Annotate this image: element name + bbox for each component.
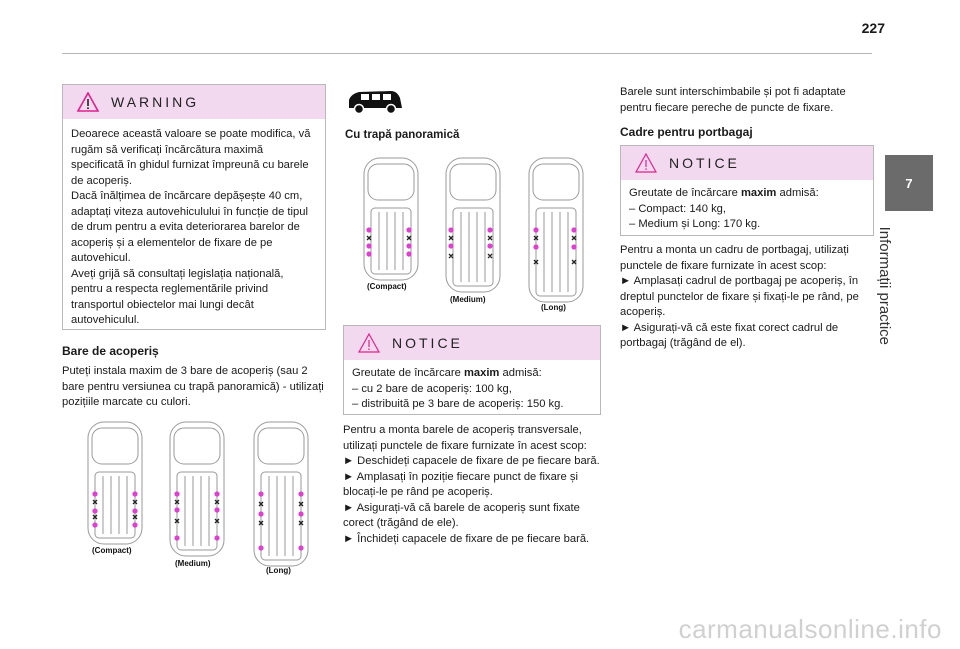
variant-label-compact-panoramic: (Compact) (367, 282, 407, 291)
roof-bars-heading: Bare de acoperiș (62, 344, 159, 358)
fit-rack-step-1: ► Amplasați cadrul de portbagaj pe acoperiș, în dreptul punctelor de fixare și fixați-le pe rând, pe acoperiș. (620, 275, 859, 318)
fit-bars-intro: Pentru a monta barele de acoperiș transversale, utilizați punctele de fixare furnizate în acest scop: (343, 424, 587, 452)
fit-bars-step-1: ► Deschideți capacele de fixare de pe fiecare bară. (343, 455, 600, 467)
rack-heading: Cadre pentru portbagaj (620, 125, 753, 139)
warning-text-2: Dacă înălțimea de încărcare depășește 40 cm, adaptați viteza autovehiculului în funcție de tipul de drum pentru a evita deteriorarea barelor de acoperiș și a elementelor de fixare de pe autovehicul. (71, 190, 308, 264)
car-diagram-long-panoramic (527, 150, 585, 306)
car-diagram-medium (168, 414, 226, 560)
notice-label: NOTICE (392, 335, 463, 351)
interchange-text: Barele sunt interschimbabile și pot fi adaptate pentru fiecare pereche de puncte de fixare. (620, 86, 846, 114)
fit-bars-step-3: ► Asigurați-vă că barele de acoperiș sunt fixate corect (trăgând de ele). (343, 501, 580, 529)
notice-line-1: – Compact: 140 kg, (629, 202, 727, 215)
notice-body (621, 180, 873, 241)
notice-intro: Greutate de încărcare maxim admisă: (352, 367, 542, 379)
notice-body (344, 360, 600, 421)
warning-text-3: Aveți grijă să consultați legislația națională, pentru a respecta reglementările privind transportul obiectelor mai lungi decât autovehiculul. (71, 267, 284, 326)
notice-line-2: – Medium și Long: 170 kg. (629, 218, 761, 230)
notice-box-bars (343, 325, 601, 415)
page-number: 227 (861, 20, 885, 36)
car-diagram-long (252, 414, 310, 570)
car-diagram-compact (86, 414, 144, 548)
fit-bars-instructions (343, 423, 601, 547)
warning-label: WARNING (111, 94, 200, 110)
chapter-title: Informații practice (876, 226, 893, 345)
warning-header (63, 85, 325, 119)
warning-text: Deoarece această valoare se poate modifica, vă rugăm să verificați încărcătura maximă specificată în ghidul furnizat împreună cu barele de acoperiș. (71, 128, 311, 187)
bar-markers (93, 500, 137, 519)
car-diagram-compact-panoramic (362, 150, 420, 284)
variant-label-long: (Long) (266, 566, 291, 575)
fit-bars-step-2: ► Amplasați în poziție fiecare punct de fixare și blocați-le pe rând pe acoperiș. (343, 470, 578, 498)
variant-label-medium: (Medium) (175, 559, 211, 568)
notice-header (621, 146, 873, 180)
variant-label-compact: (Compact) (92, 546, 132, 555)
notice-header (344, 326, 600, 360)
warning-box (62, 84, 326, 330)
roof-bars-text: Puteți instala maxim de 3 bare de acoperiș (sau 2 bare pentru versiunea cu trapă panoramică) - utilizați pozițiile marcate cu culori. (62, 365, 324, 408)
chapter-tab[interactable]: 7 (885, 155, 933, 211)
top-divider (62, 53, 872, 54)
warning-body (63, 119, 325, 337)
variant-label-medium-panoramic: (Medium) (450, 295, 486, 304)
fit-rack-instructions (620, 243, 874, 352)
notice-line-2: – distribuită pe 3 bare de acoperiș: 150 kg. (352, 398, 564, 410)
notice-line-1: – cu 2 bare de acoperiș: 100 kg, (352, 382, 512, 395)
van-side-icon (345, 88, 405, 116)
notice-label: NOTICE (669, 155, 740, 171)
fit-rack-intro: Pentru a monta un cadru de portbagaj, utilizați punctele de fixare furnizate în acest scop: (620, 244, 849, 272)
fit-bars-step-4: ► Închideți capacele de fixare de pe fiecare bară. (343, 532, 590, 545)
fit-rack-step-2: ► Asigurați-vă că este fixat corect cadrul de portbagaj (trăgând de el). (620, 321, 839, 349)
car-diagram-medium-panoramic (444, 150, 502, 296)
warning-icon (77, 92, 99, 112)
notice-box-rack (620, 145, 874, 236)
watermark: carmanualsonline.info (678, 614, 942, 644)
notice-icon (358, 333, 380, 353)
notice-icon (635, 153, 657, 173)
notice-intro: Greutate de încărcare maxim admisă: (629, 187, 819, 199)
variant-label-long-panoramic: (Long) (541, 303, 566, 312)
fixing-points (92, 491, 137, 527)
panoramic-heading: Cu trapă panoramică (345, 129, 460, 141)
